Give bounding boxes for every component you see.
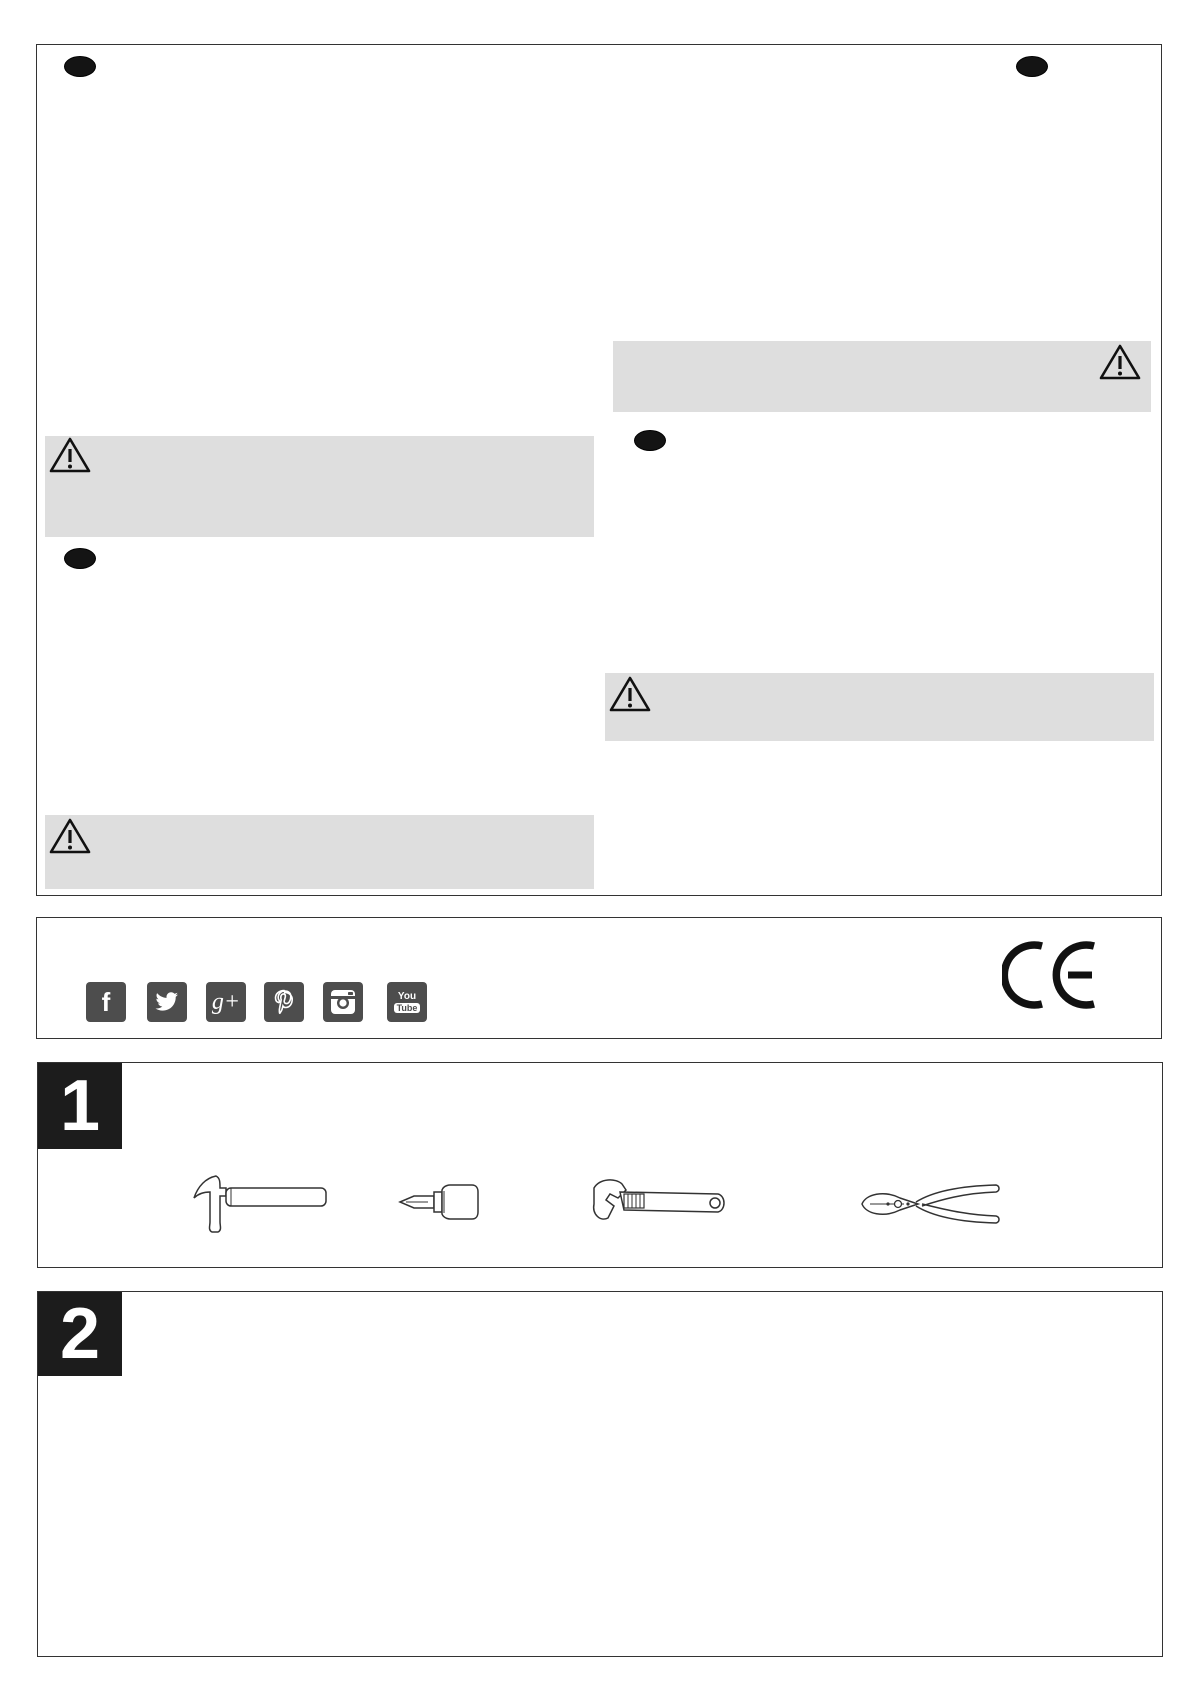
warning-triangle-icon <box>1099 343 1141 381</box>
ce-mark-icon <box>1002 940 1102 1010</box>
pliers-icon <box>860 1182 1000 1226</box>
warning-triangle-icon <box>49 817 91 855</box>
warning-box <box>45 436 594 537</box>
step-number-badge: 2 <box>38 1292 122 1376</box>
language-marker <box>64 56 96 77</box>
screwdriver-icon <box>398 1182 480 1222</box>
facebook-icon[interactable]: f <box>86 982 126 1022</box>
warning-box <box>613 341 1151 412</box>
instagram-glyph <box>328 987 358 1017</box>
instagram-icon[interactable] <box>323 982 363 1022</box>
step-1-panel <box>37 1062 1163 1268</box>
warning-box <box>45 815 594 889</box>
pinterest-icon[interactable] <box>264 982 304 1022</box>
pinterest-glyph <box>273 989 295 1015</box>
adjustable-wrench-icon <box>588 1176 728 1232</box>
google-plus-icon[interactable]: g+ <box>206 982 246 1022</box>
twitter-bird-glyph <box>155 992 179 1012</box>
twitter-icon[interactable] <box>147 982 187 1022</box>
warning-triangle-icon <box>609 675 651 713</box>
language-marker <box>64 548 96 569</box>
hammer-icon <box>186 1172 330 1236</box>
contact-panel <box>36 917 1162 1039</box>
language-marker <box>1016 56 1048 77</box>
warning-triangle-icon <box>49 436 91 474</box>
warning-box <box>605 673 1154 741</box>
youtube-icon[interactable]: You Tube <box>387 982 427 1022</box>
language-marker <box>634 430 666 451</box>
step-2-panel <box>37 1291 1163 1657</box>
step-number-badge: 1 <box>38 1063 122 1149</box>
